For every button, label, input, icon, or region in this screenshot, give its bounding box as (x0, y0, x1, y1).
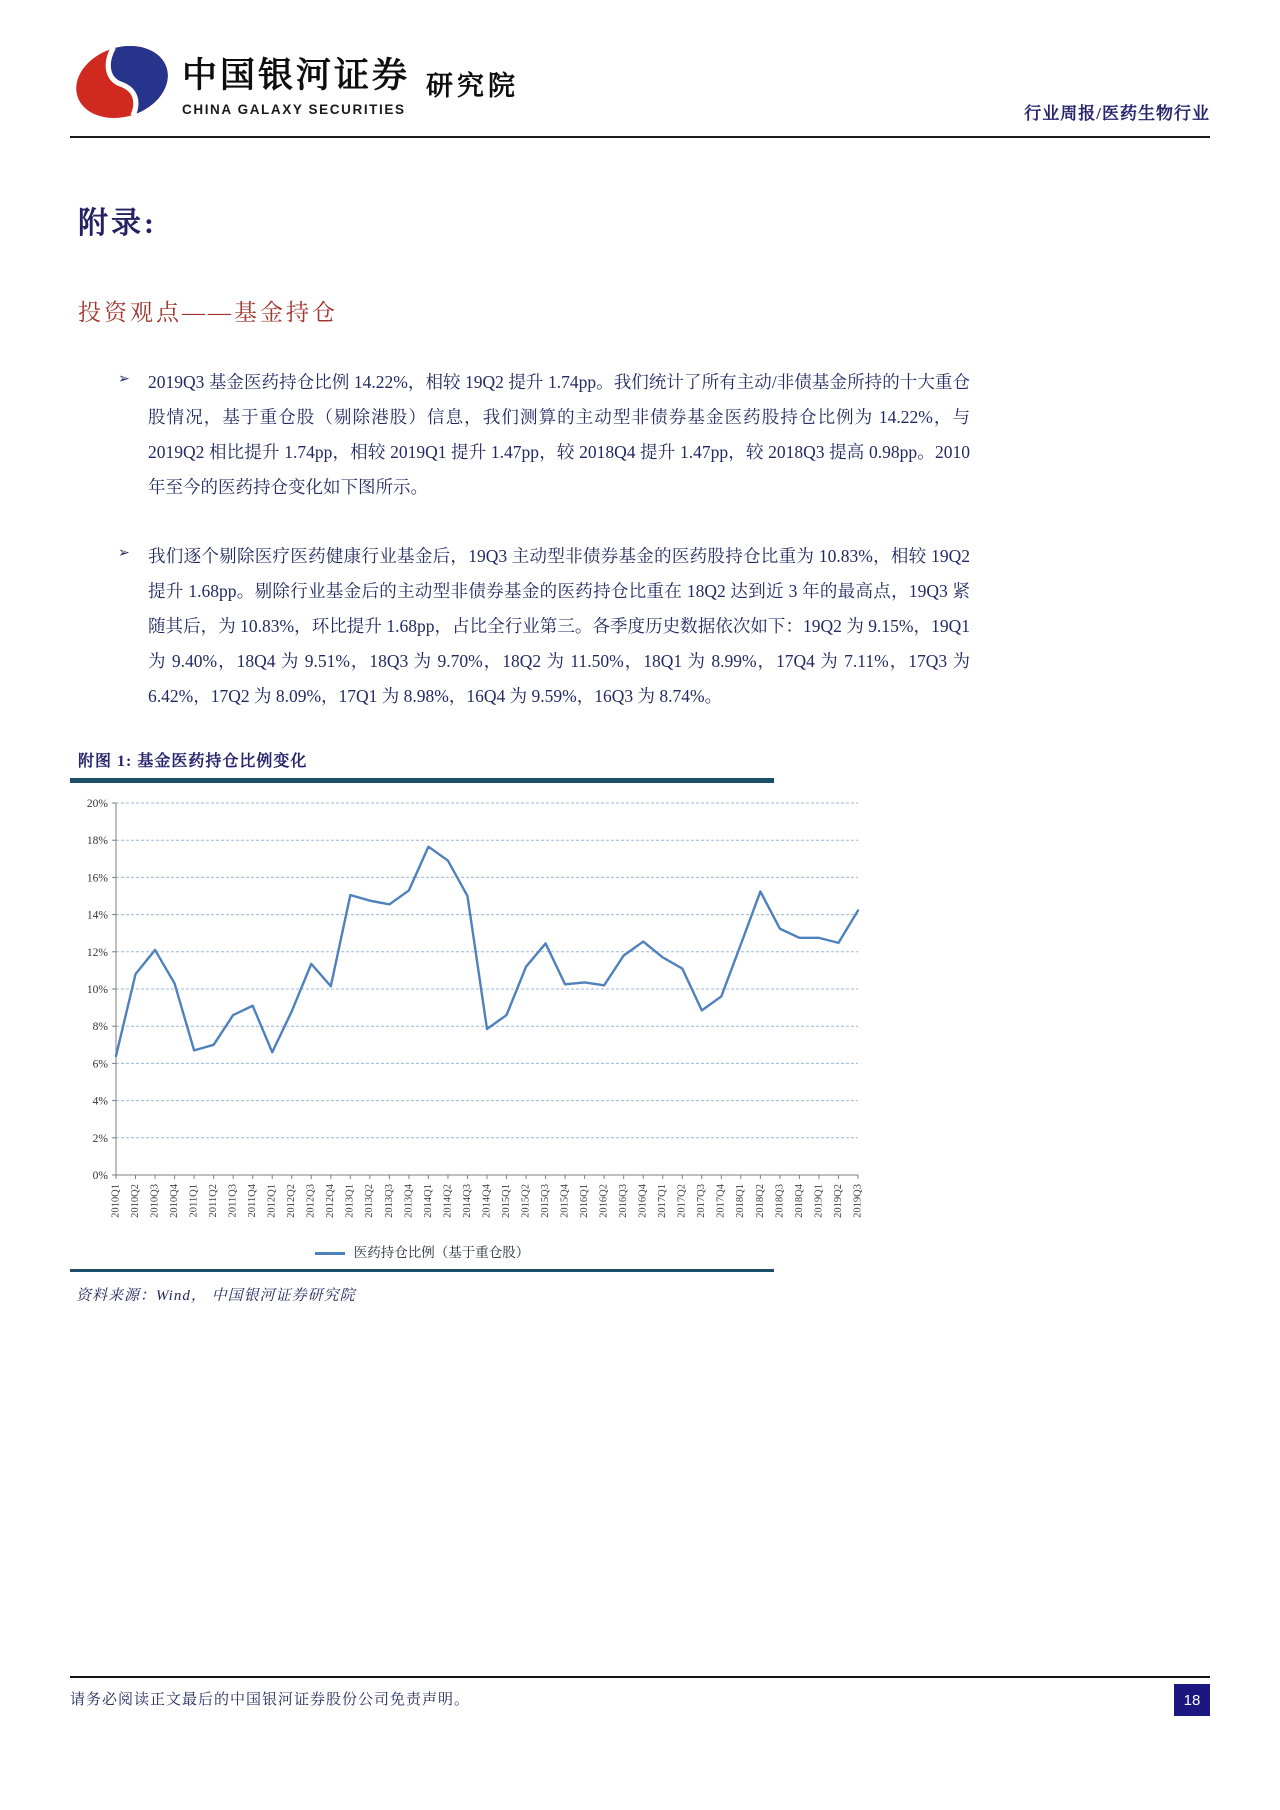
svg-text:2014Q2: 2014Q2 (442, 1184, 454, 1218)
svg-text:2013Q3: 2013Q3 (383, 1184, 395, 1218)
svg-text:2019Q2: 2019Q2 (832, 1184, 844, 1218)
svg-text:2013Q2: 2013Q2 (364, 1184, 376, 1218)
svg-text:2011Q4: 2011Q4 (247, 1184, 259, 1218)
svg-text:2011Q2: 2011Q2 (208, 1184, 220, 1218)
figure-title: 附图 1: 基金医药持仓比例变化 (78, 753, 308, 770)
galaxy-logo-icon (70, 38, 174, 126)
figure-source: 资料来源：Wind， 中国银河证券研究院 (76, 1288, 356, 1304)
svg-text:2013Q1: 2013Q1 (344, 1184, 356, 1218)
svg-text:2012Q1: 2012Q1 (266, 1184, 278, 1218)
svg-text:2010Q3: 2010Q3 (149, 1184, 161, 1218)
svg-text:2017Q2: 2017Q2 (676, 1184, 688, 1218)
brand-name-cn: 中国银河证券 (182, 56, 411, 95)
svg-text:2018Q4: 2018Q4 (793, 1184, 805, 1218)
brand-suffix: 研究院 (426, 71, 520, 101)
svg-text:6%: 6% (92, 1058, 108, 1071)
svg-text:2015Q2: 2015Q2 (520, 1184, 532, 1218)
svg-text:0%: 0% (92, 1170, 108, 1182)
svg-text:12%: 12% (86, 946, 108, 959)
bullet-item-2 (118, 539, 970, 714)
legend-line-icon (315, 1252, 345, 1255)
appendix-heading: 附录: (78, 207, 157, 240)
brand-name-en: CHINA GALAXY SECURITIES (182, 102, 406, 117)
svg-text:8%: 8% (92, 1021, 108, 1034)
chart-legend (70, 1241, 774, 1261)
svg-text:2017Q1: 2017Q1 (657, 1184, 669, 1218)
svg-text:2017Q4: 2017Q4 (715, 1184, 727, 1218)
svg-text:2014Q4: 2014Q4 (481, 1184, 493, 1218)
svg-text:2012Q2: 2012Q2 (286, 1184, 298, 1218)
svg-text:2010Q1: 2010Q1 (110, 1184, 122, 1218)
svg-text:2016Q2: 2016Q2 (598, 1184, 610, 1218)
svg-text:16%: 16% (86, 872, 108, 885)
bullet-arrow-icon: ➢ (118, 372, 130, 387)
page-number-badge: 18 (1174, 1684, 1210, 1716)
svg-text:4%: 4% (92, 1095, 108, 1108)
svg-text:2010Q2: 2010Q2 (129, 1184, 141, 1218)
svg-text:2011Q1: 2011Q1 (188, 1184, 200, 1218)
svg-text:2012Q3: 2012Q3 (305, 1184, 317, 1218)
brand-block (70, 38, 519, 126)
section-heading: 投资观点——基金持仓 (78, 300, 338, 325)
svg-text:2012Q4: 2012Q4 (325, 1184, 337, 1218)
svg-text:2018Q3: 2018Q3 (774, 1184, 786, 1218)
report-category: 行业周报/医药生物行业 (1024, 104, 1210, 123)
svg-text:2014Q3: 2014Q3 (461, 1184, 473, 1218)
disclaimer-text: 请务必阅读正文最后的中国银河证券股份公司免责声明。 (70, 1692, 471, 1708)
svg-text:2019Q3: 2019Q3 (852, 1184, 864, 1218)
svg-text:2016Q4: 2016Q4 (637, 1184, 649, 1218)
bullet-text-2: 我们逐个剔除医疗医药健康行业基金后，19Q3 主动型非债券基金的医药股持仓比重为 10.83%，相较 19Q2 提升 1.68pp。剔除行业基金后的主动型非债券基金的医药持仓比重在 18Q2 达到近 3 年的最高点，19Q3 紧随其后，为 10.83%，环比提升 1.68pp，占比全行业第三。各季度历史数据依次如下：19Q2 为 9.15%，19Q1 为 9.40%，18Q4 为 9.51%，18Q3 为 9.70%，18Q2 为 11.50%，18Q1 为 8.99%，17Q4 为 7.11%，17Q3 为 6.42%，17Q2 为 8.09%，17Q1 为 8.98%，16Q4 为 9.59%，16Q3 为 8.74%。 (148, 546, 970, 706)
bullet-list (70, 365, 1210, 714)
page-footer (70, 1676, 1210, 1709)
svg-text:2011Q3: 2011Q3 (227, 1184, 239, 1218)
svg-text:2015Q1: 2015Q1 (500, 1184, 512, 1218)
figure-top-rule (70, 778, 774, 783)
svg-text:10%: 10% (86, 984, 108, 996)
svg-text:2015Q3: 2015Q3 (539, 1184, 551, 1218)
legend-label: 医药持仓比例（基于重仓股） (353, 1245, 530, 1260)
bullet-arrow-icon: ➢ (118, 546, 130, 561)
svg-text:20%: 20% (86, 798, 108, 810)
svg-text:2018Q1: 2018Q1 (735, 1184, 747, 1218)
figure-bottom-rule (70, 1269, 774, 1272)
svg-text:2017Q3: 2017Q3 (696, 1184, 708, 1218)
svg-text:2014Q1: 2014Q1 (422, 1184, 434, 1218)
svg-text:2018Q2: 2018Q2 (754, 1184, 766, 1218)
svg-text:14%: 14% (86, 909, 108, 922)
bullet-text-1: 2019Q3 基金医药持仓比例 14.22%，相较 19Q2 提升 1.74pp。我们统计了所有主动/非债基金所持的十大重仓股情况，基于重仓股（剔除港股）信息，我们测算的主动型非债券基金医药股持仓比例为 14.22%，与 2019Q2 相比提升 1.74pp，相较 2019Q1 提升 1.47pp，较 2018Q4 提升 1.47pp，较 2018Q3 提高 0.98pp。2010 年至今的医药持仓变化如下图所示。 (148, 372, 970, 497)
fund-holding-line-chart (70, 787, 870, 1239)
svg-text:2019Q1: 2019Q1 (813, 1184, 825, 1218)
svg-text:2%: 2% (92, 1132, 108, 1145)
svg-text:18%: 18% (86, 835, 108, 848)
page-header (70, 0, 1210, 138)
svg-text:2016Q1: 2016Q1 (579, 1184, 591, 1218)
bullet-item-1 (118, 365, 970, 505)
svg-text:2010Q4: 2010Q4 (168, 1184, 180, 1218)
brand-text (182, 48, 410, 117)
svg-text:2015Q4: 2015Q4 (559, 1184, 571, 1218)
svg-text:2013Q4: 2013Q4 (403, 1184, 415, 1218)
svg-text:2016Q3: 2016Q3 (618, 1184, 630, 1218)
figure-1 (70, 748, 1210, 1305)
